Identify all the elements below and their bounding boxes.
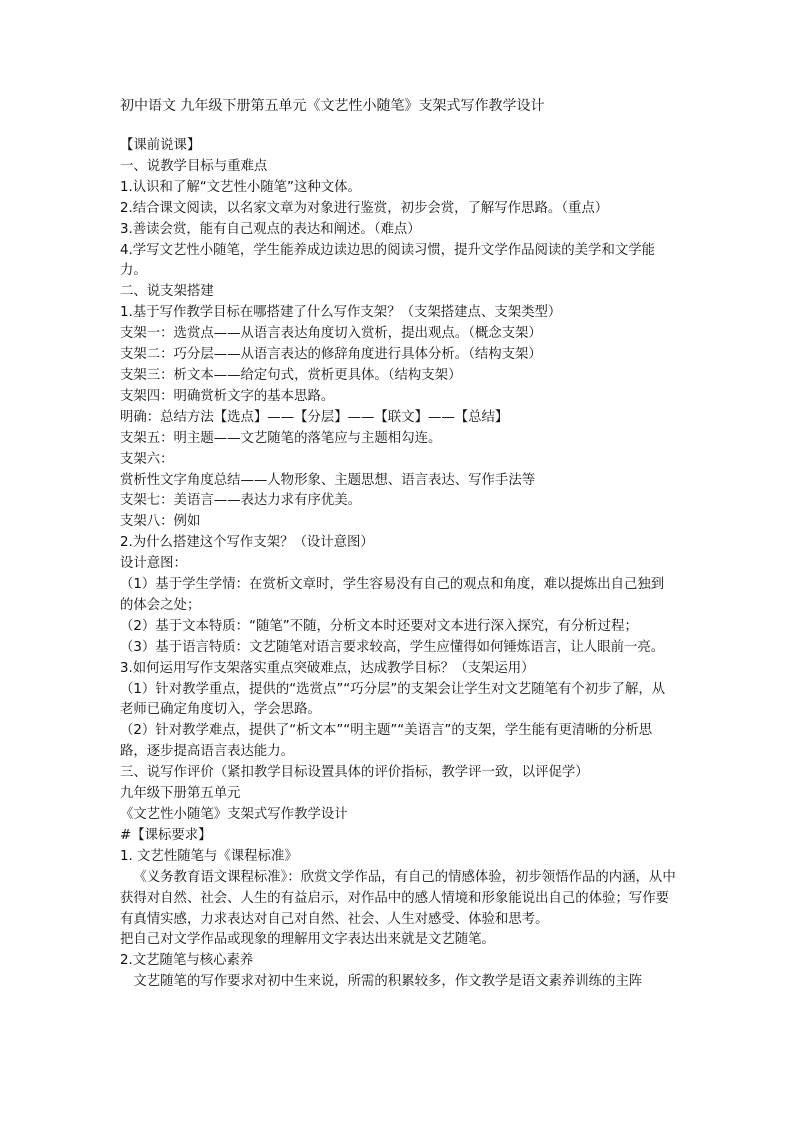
scaffold-6-detail: 赏析性文字角度总结——人物形象、主题思想、语言表达、写作手法等 (120, 472, 536, 488)
scaffold-6: 支架六： (120, 451, 174, 467)
scaffold-4-clarify: 明确：总结方法【选点】——【分层】——【联文】——【总结】 (120, 409, 509, 425)
standards-paragraph: 《义务教育语文课程标准》：欣赏文学作品，有自己的情感体验，初步领悟作品的内涵，从中获得对自然、社会、人生的有益启示，对作品中的感人情境和形象能说出自己的体验；写作要有真情实感，力求表达对自己对自然、社会、人生对感受、体验和思考。 (120, 869, 676, 927)
scaffold-question-3: 3.如何运用写作支架落实重点突破难点，达成教学目标？（支架运用） (120, 660, 535, 676)
standards-heading-2: 2.文艺随笔与核心素养 (120, 953, 254, 969)
objective-2: 2.结合课文阅读，以名家文章为对象进行鉴赏，初步会赏，了解写作思路。（重点） (120, 200, 609, 216)
section-heading-objectives: 一、说教学目标与重难点 (120, 158, 268, 174)
scaffold-2: 支架二：巧分层——从语言表达的修辞角度进行具体分析。（结构支架） (120, 347, 542, 363)
subtitle: 《文艺性小随笔》支架式写作教学设计 (120, 807, 348, 822)
objective-4: 4.学写文艺性小随笔，学生能养成边读边思的阅读习惯，提升文学作品阅读的美学和文学能力。 (120, 242, 656, 279)
objective-3: 3.善读会赏，能有自己观点的表达和阐述。（难点） (120, 221, 421, 237)
standards-heading-1: 1. 文艺性随笔与《课程标准》 (120, 848, 298, 864)
section-heading-evaluation: 三、说写作评价（紧扣教学目标设置具体的评价指标，教学评一致，以评促学） (120, 765, 589, 781)
scaffold-5: 支架五：明主题——文艺随笔的落笔应与主题相勾连。 (120, 430, 442, 446)
scaffold-1: 支架一：选赏点——从语言表达角度切入赏析，提出观点。（概念支架） (120, 326, 542, 342)
scaffold-7: 支架七：美语言——表达力求有序优美。 (120, 493, 362, 509)
objective-1: 1.认识和了解“文艺性小随笔”这种文体。 (120, 179, 361, 195)
unit-label: 九年级下册第五单元 (120, 786, 241, 802)
standards-summary: 把自己对文学作品或现象的理解用文字表达出来就是文艺随笔。 (120, 932, 495, 948)
design-intent-3: （3）基于语言特质：文艺随笔对语言要求较高，学生应懂得如何锤炼语言，让人眼前一亮。 (120, 639, 665, 655)
literacy-paragraph: 文艺随笔的写作要求对初中生来说，所需的积累较多，作文教学是语文素养训练的主阵 (133, 974, 643, 990)
section-heading-standards: #【课标要求】 (120, 827, 212, 843)
document-title: 初中语文 九年级下册第五单元《文艺性小随笔》支架式写作教学设计 (120, 98, 545, 114)
section-heading-scaffolds: 二、说支架搭建 (120, 284, 214, 300)
document-body (120, 136, 676, 993)
scaffold-4: 支架四：明确赏析文字的基本思路。 (120, 388, 335, 404)
scaffold-3: 支架三：析文本——给定句式，赏析更具体。（结构支架） (120, 367, 462, 383)
scaffold-question-2: 2.为什么搭建这个写作支架？（设计意图） (120, 535, 374, 551)
design-intent-2: （2）基于文本特质：“随笔”不随，分析文本时还要对文本进行深入探究，有分析过程； (120, 618, 638, 634)
design-intent-1: （1）基于学生学情：在赏析文章时，学生容易没有自己的观点和角度，难以提炼出自己独到的体会之处； (120, 577, 665, 613)
section-heading-pre-lesson: 【课前说课】 (120, 138, 201, 153)
scaffold-use-2: （2）针对教学难点，提供了“析文本”“明主题”“美语言”的支架，学生能有更清晰的分析思路，逐步提高语言表达能力。 (120, 723, 653, 760)
scaffold-use-1: （1）针对教学重点，提供的“选赏点”“巧分层”的支架会让学生对文艺随笔有个初步了解，从老师已确定角度切入，学会思路。 (120, 681, 666, 718)
scaffold-8: 支架八：例如 (120, 514, 201, 530)
design-intent-label: 设计意图： (120, 556, 187, 572)
scaffold-question-1: 1.基于写作教学目标在哪搭建了什么写作支架？（支架搭建点、支架类型） (120, 305, 562, 321)
